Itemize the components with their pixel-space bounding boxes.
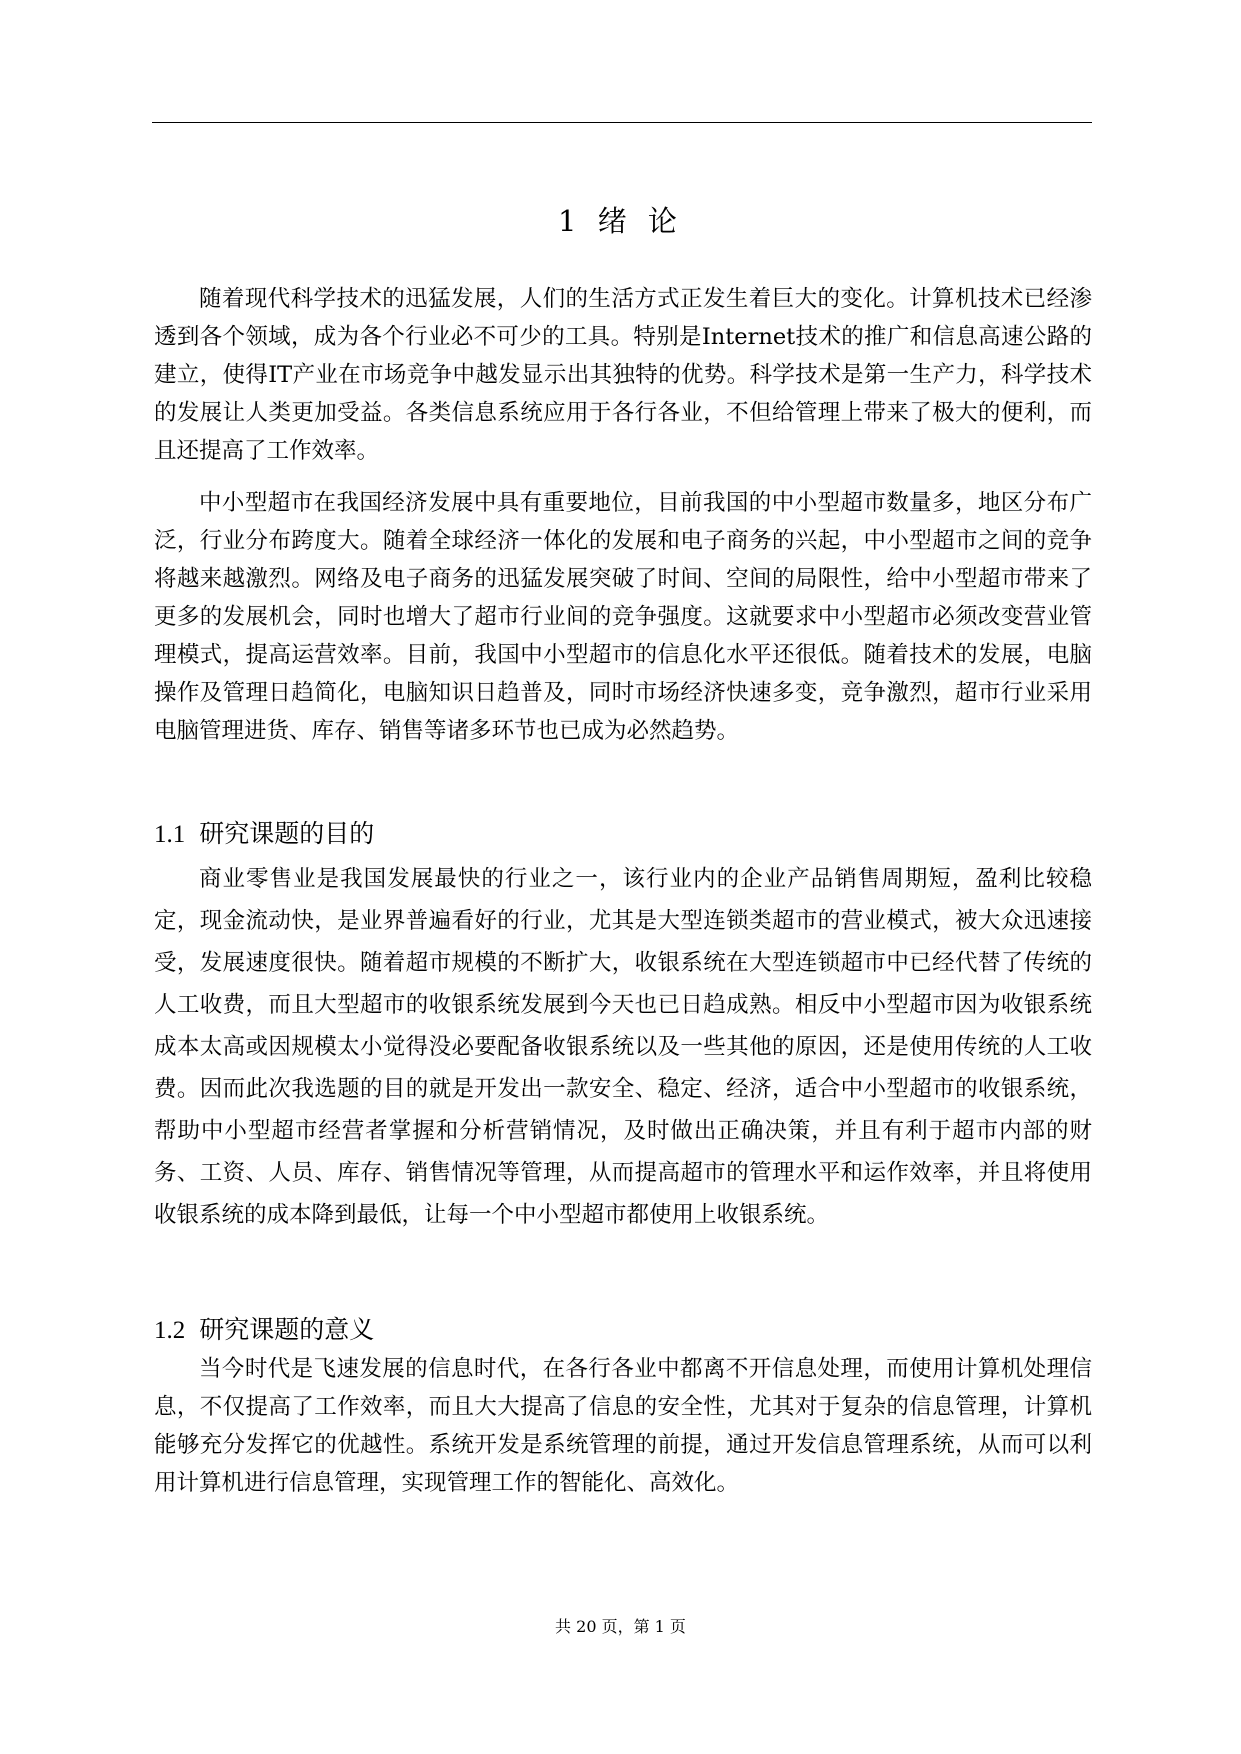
header-rule <box>152 122 1092 123</box>
intro-paragraph-1: 随着现代科学技术的迅猛发展，人们的生活方式正发生着巨大的变化。计算机技术已经渗透到各个领域，成为各个行业必不可少的工具。特别是Internet技术的推广和信息高速公路的建立，使得IT产业在市场竞争中越发显示出其独特的优势。科学技术是第一生产力，科学技术的发展让人类更加受益。各类信息系统应用于各行各业，不但给管理上带来了极大的便利，而且还提高了工作效率。 <box>154 286 1092 464</box>
section-heading-1-2 <box>154 1310 1054 1351</box>
section-number: 1.1 <box>154 821 186 848</box>
section-1-1-paragraph: 商业零售业是我国发展最快的行业之一，该行业内的企业产品销售周期短，盈利比较稳定，现金流动快，是业界普遍看好的行业，尤其是大型连锁类超市的营业模式，被大众迅速接受，发展速度很快。随着超市规模的不断扩大，收银系统在大型连锁超市中已经代替了传统的人工收费，而且大型超市的收银系统发展到今天也已日趋成熟。相反中小型超市因为收银系统成本太高或因规模太小觉得没必要配备收银系统以及一些其他的原因，还是使用传统的人工收费。因而此次我选题的目的就是开发出一款安全、稳定、经济，适合中小型超市的收银系统，帮助中小型超市经营者掌握和分析营销情况，及时做出正确决策，并且有利于超市内部的财务、工资、人员、库存、销售情况等管理，从而提高超市的管理水平和运作效率，并且将使用收银系统的成本降到最低，让每一个中小型超市都使用上收银系统。 <box>154 866 1092 1228</box>
section-title: 研究课题的目的 <box>199 819 375 848</box>
section-heading-1-1 <box>154 814 1054 855</box>
page-footer: 共 20 页，第 1 页 <box>555 1617 686 1636</box>
intro-paragraph-2: 中小型超市在我国经济发展中具有重要地位，目前我国的中小型超市数量多，地区分布广泛，行业分布跨度大。随着全球经济一体化的发展和电子商务的兴起，中小型超市之间的竞争将越来越激烈。网络及电子商务的迅猛发展突破了时间、空间的局限性，给中小型超市带来了更多的发展机会，同时也增大了超市行业间的竞争强度。这就要求中小型超市必须改变营业管理模式，提高运营效率。目前，我国中小型超市的信息化水平还很低。随着技术的发展，电脑操作及管理日趋简化，电脑知识日趋普及，同时市场经济快速多变，竞争激烈，超市行业采用电脑管理进货、库存、销售等诸多环节也已成为必然趋势。 <box>154 490 1092 744</box>
section-number: 1.2 <box>154 1317 186 1344</box>
section-title: 研究课题的意义 <box>199 1315 375 1344</box>
section-1-2-paragraph: 当今时代是飞速发展的信息时代，在各行各业中都离不开信息处理，而使用计算机处理信息，不仅提高了工作效率，而且大大提高了信息的安全性，尤其对于复杂的信息管理，计算机能够充分发挥它的优越性。系统开发是系统管理的前提，通过开发信息管理系统，从而可以利用计算机进行信息管理，实现管理工作的智能化、高效化。 <box>154 1356 1092 1496</box>
chapter-title: 1 绪 论 <box>558 204 683 238</box>
